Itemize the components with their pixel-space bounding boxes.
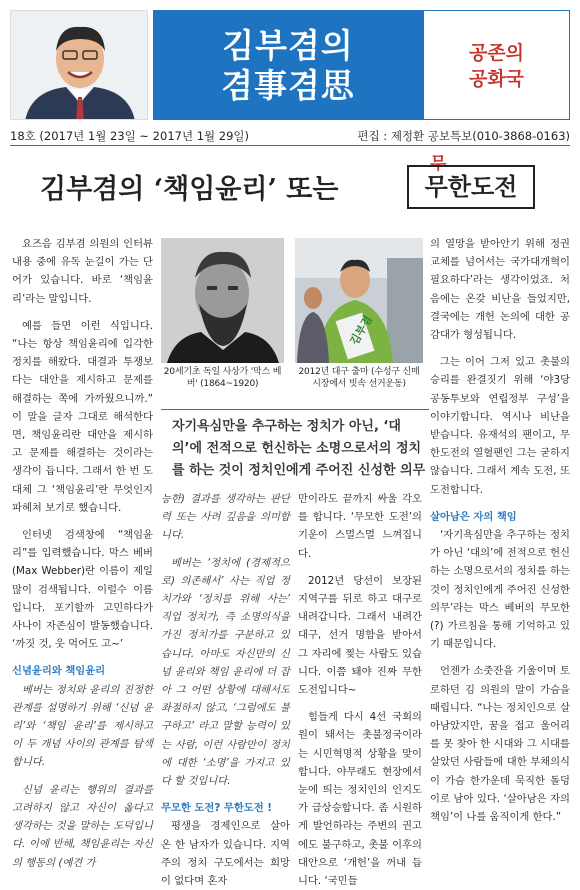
campaign-sign-text: 김부겸 xyxy=(347,313,375,348)
masthead-title-line2: 겸事겸思 xyxy=(221,66,355,105)
paragraph: 만이라도 끝까지 싸울 각오를 합니다. ‘무모한 도전’의 기운이 스멀스멀 느껴집니다. xyxy=(298,493,422,560)
campaign-photo xyxy=(295,238,423,363)
paragraph: 베버는 정치와 윤리의 진정한 관계를 설명하기 위해 ‘신념 윤리’와 ‘책임 윤리’를 제시하고 이 두 개념 사이의 관계를 탐색합니다. xyxy=(12,683,153,769)
newsletter-masthead xyxy=(153,10,423,120)
issue-info-bar xyxy=(10,127,570,146)
headline-stamp-box: 무한도전 xyxy=(407,165,535,209)
headline-handwritten-correction: 무 xyxy=(430,154,447,174)
article-column-3 xyxy=(298,490,422,890)
section-subheading: 살아남은 자의 책임 xyxy=(430,510,517,523)
paragraph: 의 열망을 받아안기 위해 정권교체를 넘어서는 국가대개혁이 필요하다’라는 생각이었죠. 처음에는 온갖 비난을 들었지만, 결국에는 개헌 논의에 대한 공감대가 형성됩니다. xyxy=(430,238,570,342)
divider xyxy=(161,409,429,410)
paragraph: 평생을 경제인으로 살아 온 한 남자가 있습니다. 지역주의 정치 구도에서는 희망이 없다며 혼자 xyxy=(161,820,290,888)
paragraph: 2012년 당선이 보장된 지역구를 뒤로 하고 대구로 내려갑니다. 그래서 내려간 대구, 선거 명함을 받아서 그 자리에 찢는 사람도 있습니다. 이쯤 돼야 진짜 무한도전입니다~ xyxy=(298,574,422,697)
slogan-line1: 공존의 xyxy=(468,42,525,64)
article-column-4 xyxy=(430,235,570,826)
paragraph: 언젠가 소줏잔을 기울이며 토로하던 김 의원의 말이 가슴을 때립니다. “나는 정치인으로 살아남았지만, 꿈을 접고 울어리를 못 찾아 한 시대와 그 시대를 살았던 사람들에 대한 부채의식이 가슴 한가운데 묵직한 돌덩이로 남아 있다. ‘살아남은 자의 책임’이 나를 움직이게 한다.” xyxy=(430,665,570,824)
paragraph: 힘들게 다시 4선 국회의원이 돼서는 촛불정국이라는 시민혁명적 상황을 맞이합니다. 야무래도 현장에서 눈에 띄는 정치인의 인지도가 급상승합니다. 좀 시원하게 발언하라는 주변의 권고에도 불구하고, 촛불 이후의 대안으로 ‘개헌’을 꺼내 듭니다. ‘국민들 xyxy=(298,711,422,888)
max-weber-portrait xyxy=(161,238,284,363)
paragraph: 요즈음 김부겸 의원의 인터뷰 내용 중에 유독 눈길이 가는 단어가 있습니다. 바로 ‘책임윤리’라는 말입니다. xyxy=(12,238,153,305)
article-column-2 xyxy=(161,490,290,890)
paragraph: 그는 이어 그저 있고 촛불의 승리를 완결짓기 위해 ‘야3당 공동투보와 연립정부 구성’을 이야기합니다. 역시나 비난을 받습니다. 유재석의 팬이고, 무한도전의 열혈팬인 그는 굳하지 않습니다. 그래서 계속 도전, 또 도전합니다. xyxy=(430,356,570,496)
figure-campaign-photo xyxy=(295,238,423,403)
paragraph: 예를 들면 이런 식입니다. “나는 항상 책임윤리에 입각한 정치를 해왔다. 대결과 투쟁보다는 대안을 제시하고 문제를 해결하는 쪽에 가까웠으니까.” 이 말을 글자 그대로 해석한다면, 책임윤리란 대안을 제시하고 문제를 해결하는 것이라는 생각이 듭니다. 그래서 한 번 도대체 그 ‘책임윤리’란 무엇인지 파헤쳐 보기로 했습니다. xyxy=(12,319,153,514)
figure-caption: 2012년 대구 출마 (수성구 신매시장에서 빗속 선거운동) xyxy=(298,367,420,389)
article-column-1 xyxy=(12,235,153,872)
paragraph: 능한) 결과를 생각하는 판단력 또는 사려 깊음을 의미합니다. xyxy=(161,493,290,542)
paragraph: 신념 윤리는 행위의 결과를 고려하지 않고 자신이 옳다고 생각하는 것을 말하는 도덕입니다. 이에 반해, 책임윤리는 자신의 행동의 (예견 가 xyxy=(12,783,153,869)
issue-number-date: 18호 (2017년 1월 23일 ~ 2017년 1월 29일) xyxy=(10,129,250,143)
editor-contact: 편집 : 제정환 공보특보(010-3868-0163) xyxy=(357,129,570,143)
paragraph: 인터넷 검색창에 “책임윤리”를 입력했습니다. 막스 베버(Max Webber)란 이름이 제일 많이 검색됩니다. 이럴수 이름입니다. 포기할까 고민하다가 사나이 자존심이 발동했습니다. ‘까짓 것, 웃 먹어도 고~’ xyxy=(12,529,153,651)
slogan-line2: 공화국 xyxy=(468,68,525,90)
section-subheading: 무모한 도전? 무한도전 ! xyxy=(161,802,272,815)
slogan-box xyxy=(423,10,570,120)
masthead-title-line1: 김부겸의 xyxy=(222,26,354,65)
headline: 김부겸의 ‘책임윤리’ 또는 xyxy=(40,174,339,205)
section-subheading: 신념윤리와 책임윤리 xyxy=(12,665,106,678)
paragraph: 베버는 ‘정치에 (경제적으로) 의존해서’ 사는 직업 정치가와 ‘정치를 위해 사는’ 직업 정치가, 즉 소명의식을 가진 정치가를 구분하고 있습니다. 아마도 자신만의 신념 윤리와 책임 윤리에 더 잡아 그 어떤 상황에 대해서도 좌절하지 않고, ‘그럼에도 불구하고’ 라고 말할 능력이 있는 사람, 이런 사람만이 정치에 대한 ‘소명’을 가지고 있다 할 것입니다. xyxy=(161,556,290,788)
figure-max-weber xyxy=(161,238,284,403)
pull-quote: 자기욕심만을 추구하는 정치가 아닌, ‘대의’에 전적으로 헌신하는 소명으로서의 정치를 하는 것이 정치인에게 주어진 신성한 의무 xyxy=(172,419,426,478)
figure-caption: 20세기초 독일 사상가 '막스 베버' (1864~1920) xyxy=(163,367,282,389)
paragraph: ‘자기욕심만을 추구하는 정치가 아닌 ‘대의’에 전적으로 헌신하는 소명으로서의 정치를 하는 것이 정치인에게 주어진 신성한 의무’라는 막스 베버의 무모한(?) 가르침을 통해 기억하고 있기 때문입니다. xyxy=(430,529,570,651)
politician-photo xyxy=(10,10,148,120)
